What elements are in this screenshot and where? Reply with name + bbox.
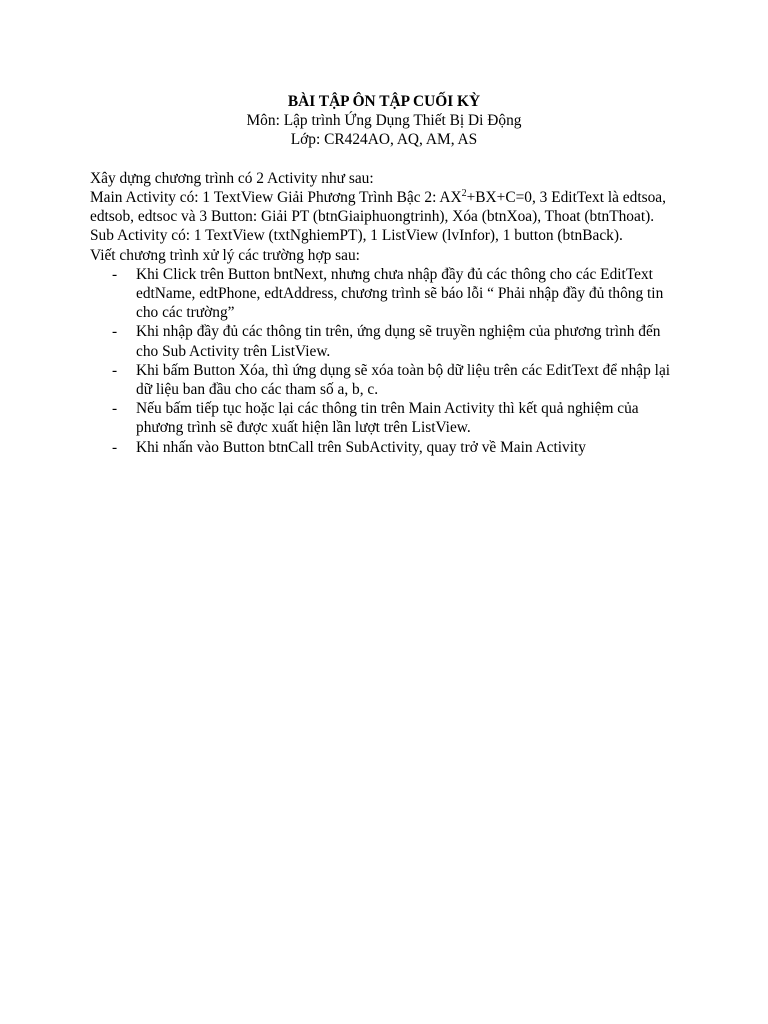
document-title: BÀI TẬP ÔN TẬP CUỐI KỲ — [287, 93, 481, 110]
main-activity-text-end: +BX+C=0, 3 EditText là edtsoa, edtsob, edtsoc và 3 Button: Giải PT (btnGiaiphuongtrinh), Xóa (btnXoa), Thoat (btnThoat). — [90, 189, 666, 226]
cases-list — [90, 265, 678, 457]
list-item — [90, 265, 678, 323]
class-line: Lớp: CR424AO, AQ, AM, AS — [290, 131, 478, 149]
sub-activity-paragraph: Sub Activity có: 1 TextView (txtNghiemPT), 1 ListView (lvInfor), 1 button (btnBack). — [90, 227, 623, 245]
list-item — [90, 361, 678, 399]
list-item-text: Khi Click trên Button bntNext, nhưng chưa nhập đầy đủ các thông cho các EditText edtName, edtPhone, edtAddress, chương trình sẽ báo lỗi “ Phải nhập đầy đủ thông tin cho các trường” — [136, 265, 664, 322]
intro-paragraph: Xây dựng chương trình có 2 Activity như sau: — [90, 169, 374, 187]
bullet-dash: - — [112, 438, 118, 456]
list-item — [90, 322, 678, 360]
subject-line: Môn: Lập trình Ứng Dụng Thiết Bị Di Động — [246, 112, 522, 130]
bullet-dash: - — [112, 265, 118, 283]
list-item — [90, 399, 678, 437]
bullet-dash: - — [112, 361, 118, 379]
bullet-dash: - — [112, 323, 118, 341]
main-activity-paragraph — [90, 188, 678, 226]
list-item-text: Nếu bấm tiếp tục hoặc lại các thông tin trên Main Activity thì kết quả nghiệm của phương trình sẽ được xuất hiện lần lượt trên ListView. — [136, 400, 639, 437]
cases-intro-paragraph: Viết chương trình xử lý các trường hợp sau: — [90, 246, 360, 264]
list-item-text: Khi nhấn vào Button btnCall trên SubActivity, quay trở về Main Activity — [136, 438, 586, 456]
list-item-text: Khi nhập đầy đủ các thông tin trên, ứng dụng sẽ truyền nghiệm của phương trình đến cho Sub Activity trên ListView. — [136, 323, 661, 360]
bullet-dash: - — [112, 400, 118, 418]
document-header — [90, 92, 678, 150]
list-item-text: Khi bấm Button Xóa, thì ứng dụng sẽ xóa toàn bộ dữ liệu trên các EditText để nhập lại dữ liệu ban đầu cho các tham số a, b, c. — [136, 361, 671, 399]
blank-line — [90, 150, 678, 169]
list-item — [90, 438, 678, 457]
main-activity-text-start: Main Activity có: 1 TextView Giải Phương Trình Bậc 2: AX — [90, 189, 462, 206]
exponent-superscript: 2 — [461, 187, 467, 199]
